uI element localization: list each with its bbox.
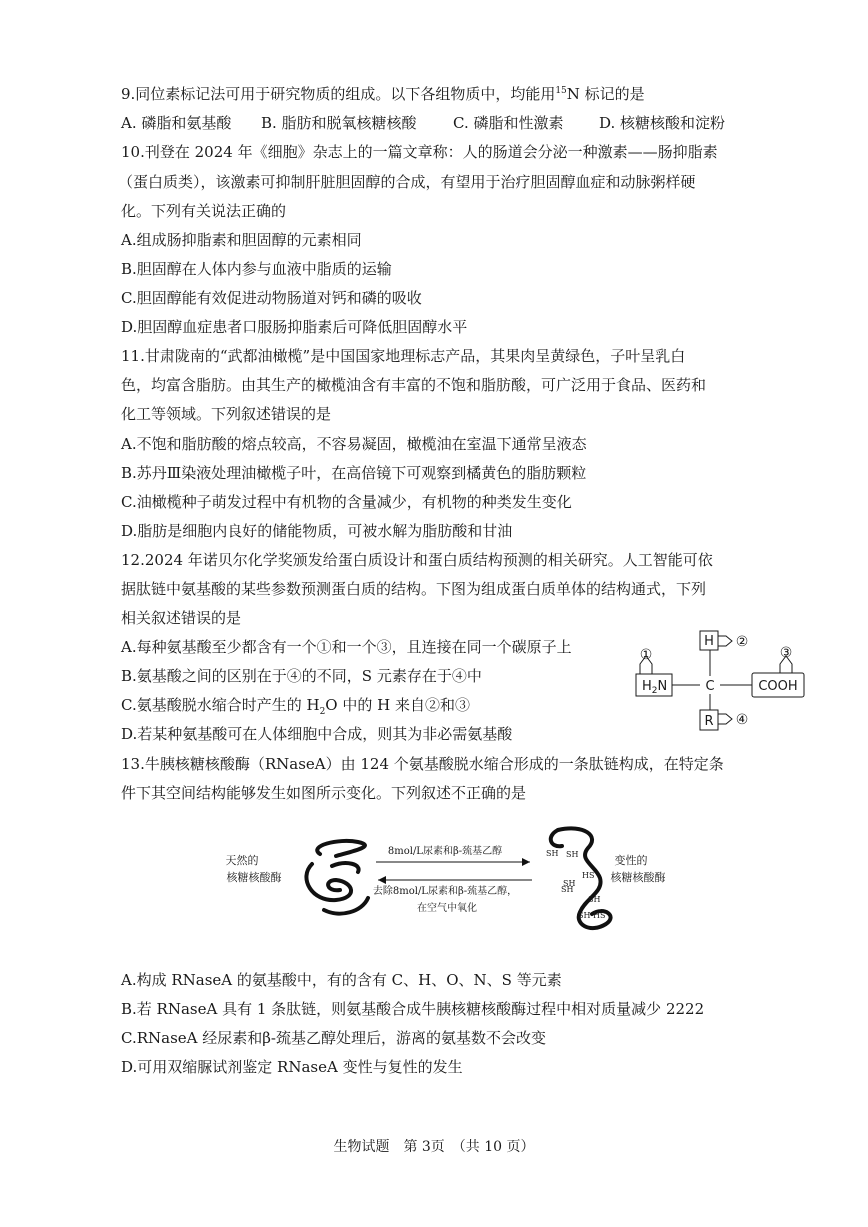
q12-option-a: A.每种氨基酸至少都含有一个①和一个③，且连接在同一个碳原子上 bbox=[121, 638, 572, 656]
q13-stem-line: 13.牛胰核糖核酸酶（RNaseA）由 124 个氨基酸脱水缩合形成的一条肽链构成，在特定条 bbox=[121, 755, 724, 773]
q10-option-b: B.胆固醇在人体内参与血液中脂质的运输 bbox=[121, 260, 392, 278]
denatured-label-1: 变性的 bbox=[614, 854, 648, 867]
denatured-label-2: 核糖核酸酶 bbox=[610, 871, 666, 884]
q11-stem-line: 化工等领域。下列叙述错误的是 bbox=[121, 405, 332, 423]
h-callout-tab bbox=[718, 636, 732, 646]
q13-option-c: C.RNaseA 经尿素和β-巯基乙醇处理后，游离的氨基数不会改变 bbox=[121, 1029, 546, 1047]
q9-option-b: B. 脂肪和脱氧核糖核酸 bbox=[261, 114, 417, 132]
sh-label: SH bbox=[561, 885, 574, 894]
q9-stem: 9.同位素标记法可用于研究物质的组成。以下各组物质中，均能用$^{15}$N 标记的是 bbox=[121, 85, 645, 103]
rnase-denaturation-diagram bbox=[225, 820, 666, 940]
page-footer: 生物试题 第 3页 （共 10 页） bbox=[333, 1139, 535, 1155]
label-1: ① bbox=[639, 647, 653, 663]
sh-label: SH bbox=[566, 850, 579, 859]
label-3: ③ bbox=[779, 645, 793, 661]
sh-groups bbox=[546, 849, 605, 920]
q13-option-d: D.可用双缩脲试剂鉴定 RNaseA 变性与复性的发生 bbox=[121, 1058, 463, 1076]
q12-option-c: C.氨基酸脱水缩合时产生的 $H_2O$ 中的 H 来自②和③ bbox=[121, 696, 470, 717]
label-4: ④ bbox=[735, 712, 749, 728]
q11-stem-line: 11.甘肃陇南的“武都油橄榄”是中国国家地理标志产品，其果肉呈黄绿色，子叶呈乳白 bbox=[121, 347, 686, 365]
q12-stem-line: 相关叙述错误的是 bbox=[121, 609, 242, 627]
sh-label: SH bbox=[588, 895, 601, 904]
q12-option-b: B.氨基酸之间的区别在于④的不同，S 元素存在于④中 bbox=[121, 667, 482, 685]
r-callout-tab bbox=[718, 714, 732, 724]
q9-options bbox=[121, 113, 725, 133]
h2n-label: $H_2N$ bbox=[642, 679, 668, 696]
q13-option-b: B.若 RNaseA 具有 1 条肽链，则氨基酸合成牛胰核糖核酸酶过程中相对质量减少 2222 bbox=[121, 1000, 705, 1018]
q12-stem-line: 据肽链中氨基酸的某些参数预测蛋白质的结构。下图为组成蛋白质单体的结构通式，下列 bbox=[121, 580, 707, 598]
q12-option-d: D.若某种氨基酸可在人体细胞中合成，则其为非必需氨基酸 bbox=[121, 725, 513, 743]
reverse-arrowhead bbox=[378, 876, 386, 884]
r-label: R bbox=[704, 714, 714, 729]
q10-stem-line: 10.刊登在 2024 年《细胞》杂志上的一篇文章称：人的肠道会分泌一种激素——肠抑脂素 bbox=[121, 143, 718, 161]
forward-condition: 8mol/L尿素和β-巯基乙醇 bbox=[387, 846, 503, 857]
q10-option-c: C.胆固醇能有效促进动物肠道对钙和磷的吸收 bbox=[121, 289, 422, 307]
q10-option-d: D.胆固醇血症患者口服肠抑脂素后可降低胆固醇水平 bbox=[121, 318, 468, 336]
sh-label: SH bbox=[546, 849, 559, 858]
q11-option-b: B.苏丹Ⅲ染液处理油橄榄子叶，在高倍镜下可观察到橘黄色的脂肪颗粒 bbox=[121, 464, 587, 482]
c-label: C bbox=[705, 679, 715, 694]
native-enzyme-shape bbox=[306, 841, 368, 914]
q10-option-a: A.组成肠抑脂素和胆固醇的元素相同 bbox=[121, 231, 362, 249]
h-label: H bbox=[704, 634, 714, 649]
q11-stem-line: 色，均富含脂肪。由其生产的橄榄油含有丰富的不饱和脂肪酸，可广泛用于食品、医药和 bbox=[121, 376, 707, 394]
q11-option-a: A.不饱和脂肪酸的熔点较高，不容易凝固，橄榄油在室温下通常呈液态 bbox=[121, 435, 587, 453]
sh-label: SH HS bbox=[578, 911, 606, 920]
amino-acid-structure-diagram bbox=[628, 626, 808, 736]
label-2: ② bbox=[735, 634, 749, 650]
q12-stem-line: 12.2024 年诺贝尔化学奖颁发给蛋白质设计和蛋白质结构预测的相关研究。人工智能可依 bbox=[121, 551, 713, 569]
q11-option-d: D.脂肪是细胞内良好的储能物质，可被水解为脂肪酸和甘油 bbox=[121, 522, 513, 540]
q9-option-d: D. 核糖核酸和淀粉 bbox=[599, 114, 726, 132]
native-label-2: 核糖核酸酶 bbox=[226, 871, 282, 884]
q13-stem-line: 件下其空间结构能够发生如图所示变化。下列叙述不正确的是 bbox=[121, 784, 527, 802]
q10-stem-line: （蛋白质类），该激素可抑制肝脏胆固醇的合成，有望用于治疗胆固醇血症和动脉粥样硬 bbox=[118, 173, 696, 191]
reverse-condition-2: 在空气中氧化 bbox=[417, 903, 477, 914]
reverse-condition-1: 去除8mol/L尿素和β-巯基乙醇， bbox=[372, 886, 518, 897]
forward-arrowhead bbox=[522, 858, 530, 866]
cooh-label: COOH bbox=[758, 679, 798, 694]
q13-option-a: A.构成 RNaseA 的氨基酸中，有的含有 C、H、O、N、S 等元素 bbox=[121, 971, 562, 989]
native-label-1: 天然的 bbox=[225, 854, 259, 867]
sh-label: HS bbox=[582, 871, 595, 880]
q10-stem-line: 化。下列有关说法正确的 bbox=[121, 202, 287, 220]
q9-option-c: C. 磷脂和性激素 bbox=[453, 114, 564, 132]
q9-option-a: A. 磷脂和氨基酸 bbox=[121, 114, 232, 132]
sh-label: SH bbox=[563, 879, 576, 888]
q11-option-c: C.油橄榄种子萌发过程中有机物的含量减少，有机物的种类发生变化 bbox=[121, 493, 572, 511]
